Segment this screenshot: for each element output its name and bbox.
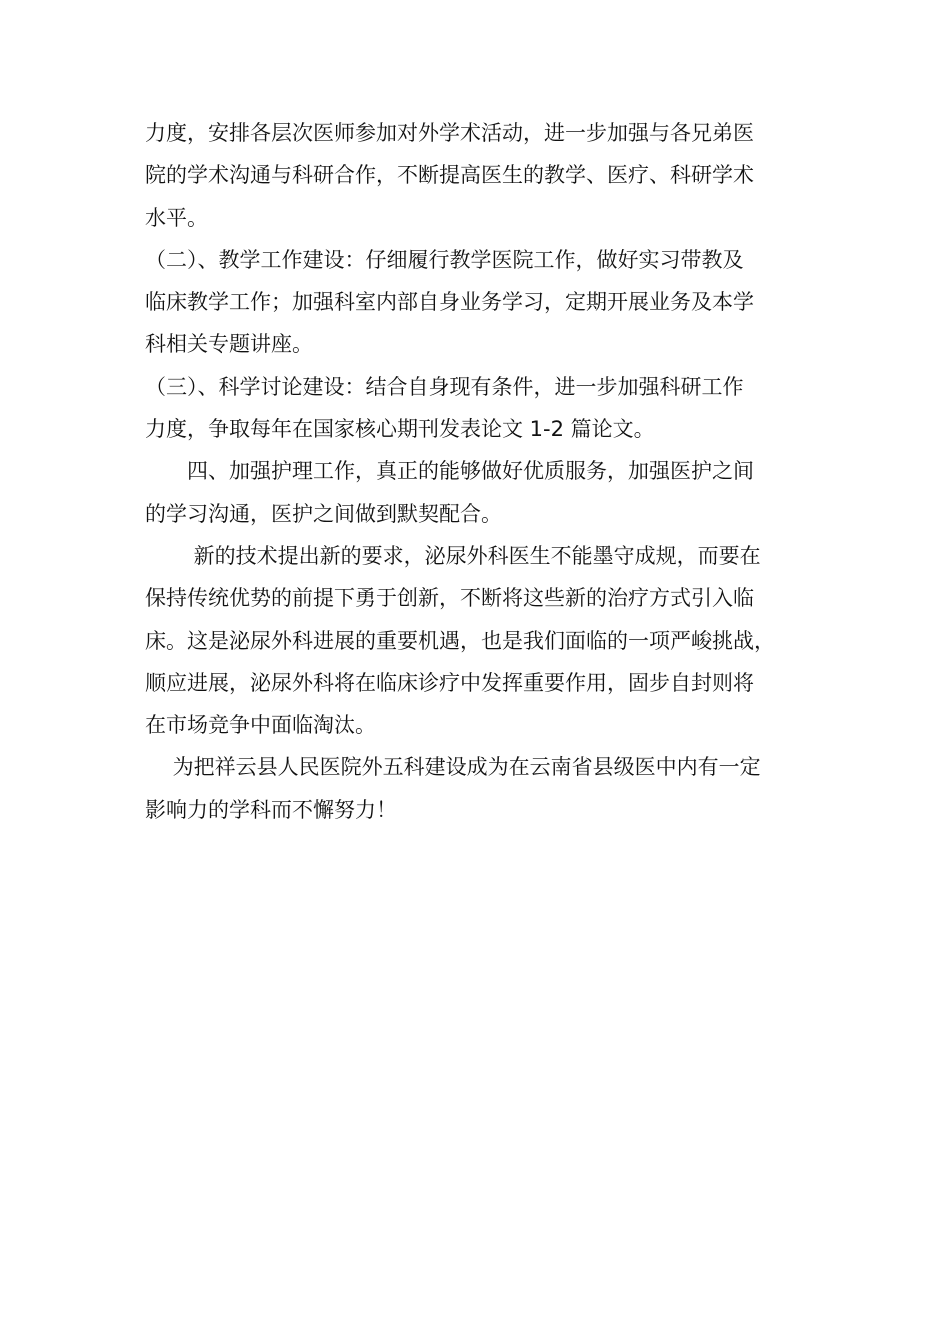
text-line: 保持传统优势的前提下勇于创新，不断将这些新的治疗方式引入临 [145, 586, 754, 611]
text-line: 院的学术沟通与科研合作，不断提高医生的教学、医疗、科研学术 [145, 163, 754, 188]
text-line: 临床教学工作；加强科室内部自身业务学习，定期开展业务及本学 [145, 290, 754, 315]
text-line: 力度，安排各层次医师参加对外学术活动，进一步加强与各兄弟医 [145, 121, 754, 145]
text-line: 水平。 [145, 205, 208, 230]
text-line: （二）、教学工作建设：仔细履行教学医院工作，做好实习带教及 [145, 247, 744, 272]
text-line: 四、加强护理工作，真正的能够做好优质服务，加强医护之间 [145, 459, 754, 484]
text-line: 的学习沟通，医护之间做到默契配合。 [145, 501, 502, 526]
text-line: 为把祥云县人民医院外五科建设成为在云南省县级医中内有一定 [145, 755, 761, 780]
document-body [145, 112, 810, 831]
text-line: 科相关专题讲座。 [145, 332, 313, 357]
text-line: 在市场竞争中面临淘汰。 [145, 713, 376, 738]
text-line: 床。这是泌尿外科进展的重要机遇，也是我们面临的一项严峻挑战， [145, 628, 775, 653]
text-line: 影响力的学科而不懈努力！ [145, 797, 397, 822]
text-line: 力度，争取每年在国家核心期刊发表论文 1-2 篇论文。 [145, 417, 655, 442]
text-line: 新的技术提出新的要求，泌尿外科医生不能墨守成规，而要在 [145, 543, 761, 568]
text-line: （三）、科学讨论建设：结合自身现有条件，进一步加强科研工作 [145, 374, 744, 399]
text-line: 顺应进展，泌尿外科将在临床诊疗中发挥重要作用，固步自封则将 [145, 670, 754, 695]
